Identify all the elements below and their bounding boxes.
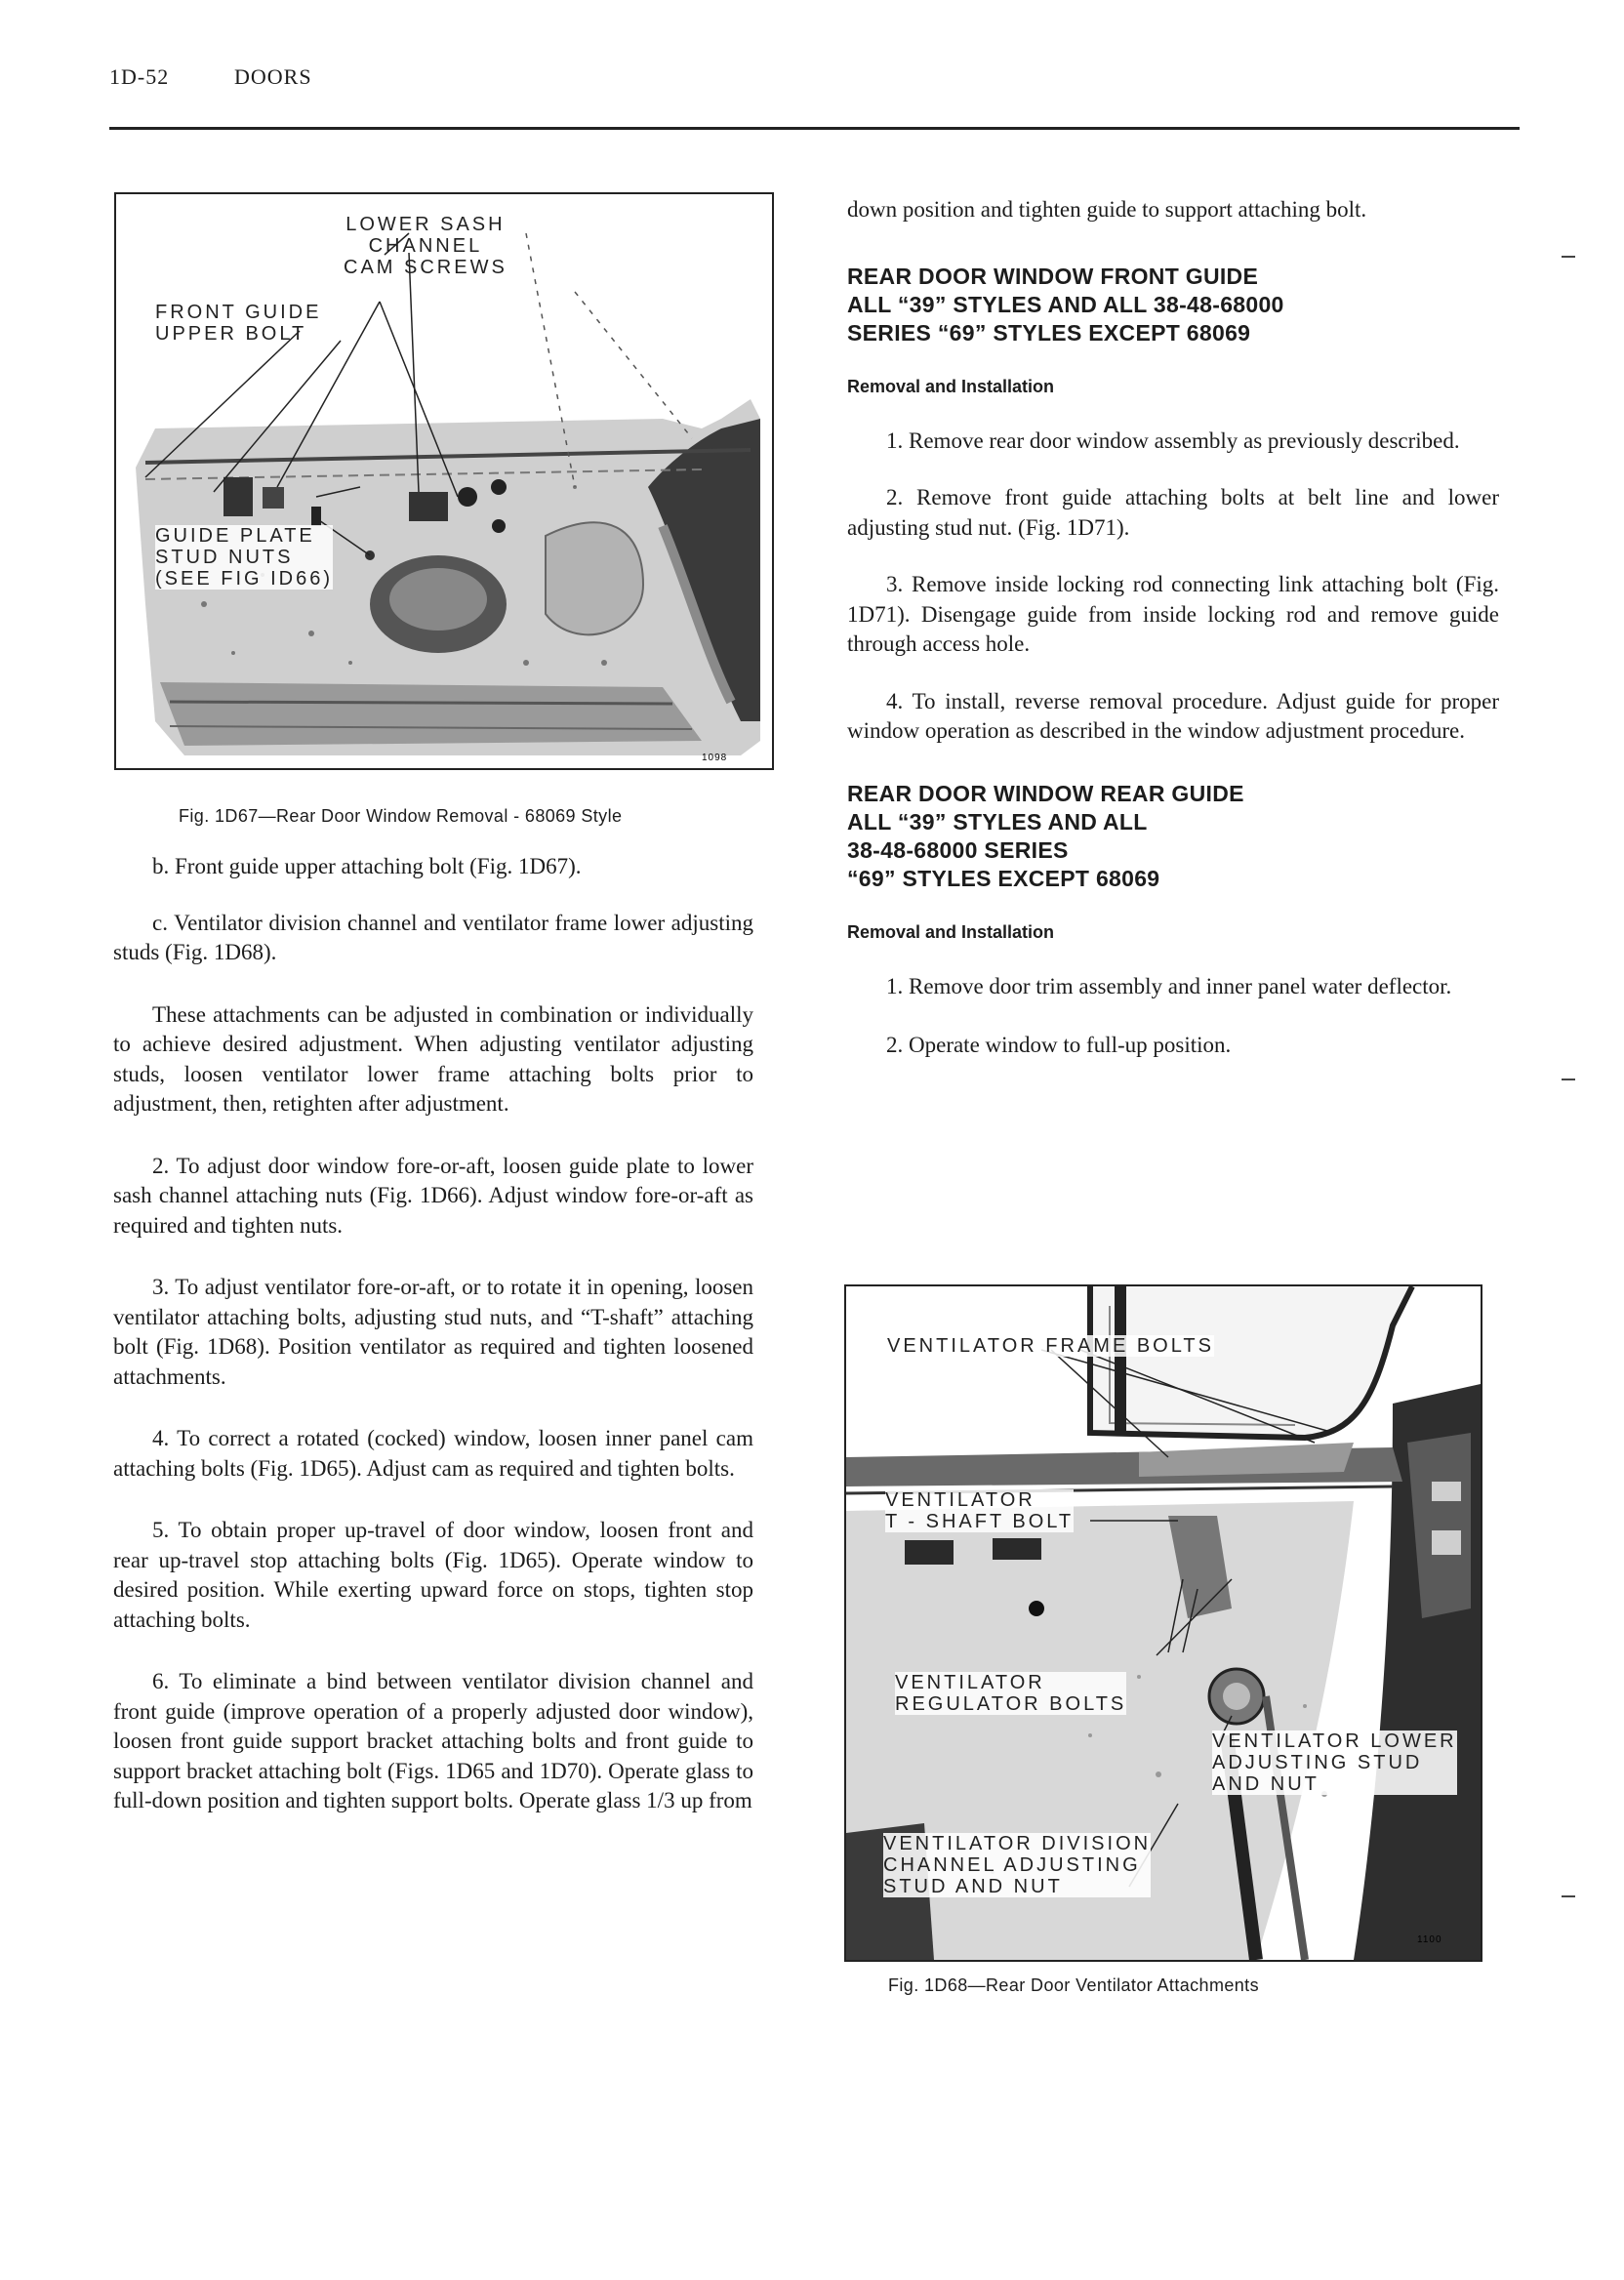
lower-sash-callout: LOWER SASH CHANNEL CAM SCREWS bbox=[344, 214, 508, 278]
margin-mark bbox=[1562, 1079, 1575, 1080]
paragraph: 2. To adjust door window fore-or-aft, loosen guide plate to lower sash channel attaching nuts (Fig. 1D66). Adjust window fore-or-aft as required and tighten nuts. bbox=[113, 1153, 753, 1238]
paragraph: b. Front guide upper attaching bolt (Fig. 1D67). bbox=[152, 854, 582, 878]
frame-bolts-callout: VENTILATOR FRAME BOLTS bbox=[887, 1335, 1214, 1357]
header-rule bbox=[109, 127, 1520, 130]
guide-plate-callout: GUIDE PLATE STUD NUTS (SEE FIG ID66) bbox=[155, 525, 334, 590]
figure-1d67 bbox=[114, 192, 774, 770]
margin-mark bbox=[1562, 256, 1575, 258]
section-title: DOORS bbox=[234, 64, 312, 89]
step: 1. Remove door trim assembly and inner panel water deflector. bbox=[886, 973, 1452, 998]
paragraph: These attachments can be adjusted in combination or individually to achieve desired adjustment. When adjusting ventilator adjusting studs, loosen ventilator lower frame attaching bolts prior to adjustment, then, retighten after adjustment. bbox=[113, 1001, 753, 1116]
lower-adjusting-stud-callout: VENTILATOR LOWER ADJUSTING STUD AND NUT bbox=[1212, 1730, 1457, 1795]
paragraph: 4. To correct a rotated (cocked) window, loosen inner panel cam attaching bolts (Fig. 1D65). Adjust cam as required and tighten bolts. bbox=[113, 1426, 753, 1481]
step: 3. Remove inside locking rod connecting link attaching bolt (Fig. 1D71). Disengage guide from inside locking rod and remove guide through access hole. bbox=[847, 572, 1499, 656]
margin-mark bbox=[1562, 1895, 1575, 1897]
step: 1. Remove rear door window assembly as previously described. bbox=[886, 428, 1460, 453]
front-guide-callout: FRONT GUIDE UPPER BOLT bbox=[155, 302, 322, 345]
removal-installation-subheading: Removal and Installation bbox=[847, 921, 1055, 942]
figure-1d68 bbox=[844, 1284, 1482, 1962]
left-column bbox=[113, 852, 753, 1816]
t-shaft-callout: VENTILATOR T - SHAFT BOLT bbox=[885, 1489, 1075, 1532]
front-guide-heading: REAR DOOR WINDOW FRONT GUIDE ALL “39” STYLES AND ALL 38-48-68000 SERIES “69” STYLES EXCEPT 68069 bbox=[847, 263, 1284, 346]
step: 2. Remove front guide attaching bolts at belt line and lower adjusting stud nut. (Fig. 1D71). bbox=[847, 485, 1499, 540]
rear-guide-heading: REAR DOOR WINDOW REAR GUIDE ALL “39” STYLES AND ALL 38-48-68000 SERIES “69” STYLES EXCEPT 68069 bbox=[847, 780, 1244, 891]
figure-1d68-caption: Fig. 1D68—Rear Door Ventilator Attachments bbox=[888, 1975, 1259, 1995]
step: 2. Operate window to full-up position. bbox=[886, 1033, 1232, 1057]
rear-door-window-removal-illustration bbox=[116, 194, 772, 768]
paragraph: 3. To adjust ventilator fore-or-aft, or to rotate it in opening, loosen ventilator attaching bolts, adjusting stud nuts, and “T-shaft” attaching bolt (Fig. 1D68). Position ventilator as required and tighten loosened attachments. bbox=[113, 1275, 753, 1389]
step: 4. To install, reverse removal procedure. Adjust guide for proper window operation as described in the window adjustment procedure. bbox=[847, 688, 1499, 743]
right-column bbox=[847, 195, 1499, 1061]
regulator-bolts-callout: VENTILATOR REGULATOR BOLTS bbox=[895, 1672, 1127, 1715]
removal-installation-subheading: Removal and Installation bbox=[847, 376, 1055, 396]
figure-number: 1100 bbox=[1417, 1934, 1442, 1945]
page-number: 1D-52 bbox=[109, 64, 170, 89]
paragraph: 6. To eliminate a bind between ventilator division channel and front guide (improve operation of a properly adjusted door window), loosen front guide support bracket attaching bolts and front guide to support bracket attaching bolt (Figs. 1D65 and 1D70). Operate glass to full-down position and tighten support bolts. Operate glass 1/3 up from bbox=[113, 1669, 753, 1812]
continuation-paragraph: down position and tighten guide to support attaching bolt. bbox=[847, 197, 1367, 222]
figure-number: 1098 bbox=[702, 753, 728, 763]
figure-1d67-caption: Fig. 1D67—Rear Door Window Removal - 68069 Style bbox=[179, 806, 623, 826]
paragraph: c. Ventilator division channel and ventilator frame lower adjusting studs (Fig. 1D68). bbox=[113, 910, 753, 964]
paragraph: 5. To obtain proper up-travel of door window, loosen front and rear up-travel stop attaching bolts (Fig. 1D65). Operate window to desired position. While exerting upward force on stops, tighten stop attaching bolts. bbox=[113, 1518, 753, 1632]
division-channel-callout: VENTILATOR DIVISION CHANNEL ADJUSTING STUD AND NUT bbox=[883, 1833, 1152, 1897]
